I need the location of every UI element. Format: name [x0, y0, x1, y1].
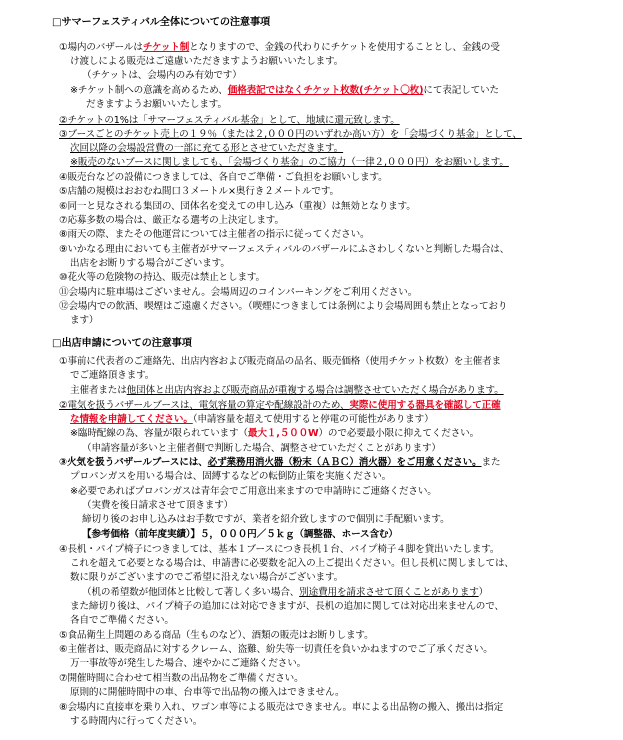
text-run: ⑥同一と見なされる集団の、団体名を変えての申し込み（重複）は無効となります。 — [59, 201, 416, 212]
section1-line — [59, 201, 416, 213]
text-run: ※チケット制への意識を高めるため、 — [70, 85, 228, 96]
text-run: 原則的に開催時間中の車、台車等で出品物の搬入はできません。 — [70, 687, 345, 698]
text-run: 万一事故等が発生した場合、速やかにご連絡ください。 — [70, 658, 307, 669]
text-run: 締切り後のお申し込みはお手数ですが、業者を紹介致しますので個別に手配願います。 — [82, 514, 450, 525]
section2-line — [59, 400, 501, 412]
text-run: ②チケットの1%は「サマーフェスティバル基金」として、地域に還元致します。 — [59, 115, 400, 126]
section2-line — [70, 428, 479, 440]
text-run: 数に限りがございますのでご希望に沿えない場合がございます。 — [70, 572, 344, 583]
section1-line — [70, 56, 343, 68]
text-run: ⑨いかなる理由においても主催者がサマーフェスティバルのバザールにふさわしくないと判断した場合は、 — [59, 244, 510, 255]
text-run: また — [481, 457, 501, 468]
text-run: 必ず業務用消火器（粉末（ＡＢＣ）消火器）をご用意ください。 — [207, 457, 482, 468]
section2-line — [59, 457, 500, 469]
section2-line — [70, 558, 514, 570]
text-run: ③火気を扱うバザールブースには、 — [59, 457, 208, 468]
text-run: （申請容量が多いと主催者側で判断した場合、調整させていただくことがあります） — [82, 443, 441, 454]
text-run: ⑪会場内に駐車場はございません。会場周辺のコインパーキングをご利用ください。 — [59, 287, 418, 298]
section2-line — [59, 356, 501, 368]
text-run: でご連絡頂きます。 — [70, 370, 155, 381]
text-run: 各自でご準備ください。 — [70, 615, 174, 626]
text-run: ③ブースごとのチケット売上の１９％（または２,０００円のいずれか高い方）を「会場づくり基金」として、 — [59, 129, 522, 140]
text-run: （机の希望数が他団体と比較して著しく多い場合、 — [82, 587, 300, 598]
section2-line — [70, 385, 504, 397]
section1-line — [70, 315, 98, 327]
text-run: ⑤店舗の規模はおおむね間口３メートル×奥行き２メートルです。 — [59, 186, 339, 197]
text-run: ②電気を扱うバザールブースは、電気容量の算定や配線設計のため、 — [59, 400, 350, 411]
section2-line — [82, 443, 441, 455]
text-run: ⑦応募多数の場合は、厳正なる選考の上決定します。 — [59, 215, 284, 226]
section2-line — [82, 587, 488, 599]
text-run: 他団体と出店内容および販売商品が重複する場合は調整させていただく場合があります。 — [126, 385, 504, 396]
text-run: （実費を後日請求させて頂きます） — [82, 500, 234, 511]
section2-line — [59, 644, 493, 656]
section1-line — [70, 85, 499, 97]
section2-line — [70, 716, 202, 728]
section2-line — [82, 500, 233, 512]
text-run: する時間内に行ってください。 — [70, 716, 203, 727]
text-run: ） — [478, 587, 489, 598]
text-run: ⑥主催者は、販売商品に対するクレーム、盗難、紛失等一切責任を負いかねますのでご了承ください。 — [59, 644, 493, 655]
text-run: け渡しによる販売はご遠慮いただきますようお願いいたします。 — [70, 56, 344, 67]
text-run: となりますので、金銭の代わりにチケットを使用することとし、金銭の受 — [189, 42, 500, 53]
section1-line — [86, 99, 227, 111]
text-run: ⑧雨天の際、またその他運営については主催者の指示に従ってください。 — [59, 229, 370, 240]
section2-line — [70, 486, 437, 498]
section1-line — [59, 215, 284, 227]
section1-line — [59, 115, 400, 127]
text-run: 実際に使用する器具を確認して正確 — [349, 400, 501, 411]
section2-line — [70, 471, 391, 483]
section2-line — [59, 630, 374, 642]
text-run: 出店をお断りする場合がございます。 — [70, 258, 230, 269]
text-run: ※販売のないブースに関しましても、「会場づくり基金」のご協力（一律２,０００円）をお願いします。 — [70, 157, 509, 168]
section2-line — [70, 370, 154, 382]
text-run: ①事前に代表者のご連絡先、出店内容および販売商品の品名、販売価格（使用チケット枚数）を主催者ま — [59, 356, 501, 367]
section1-line — [59, 301, 507, 313]
section2-line — [82, 514, 450, 526]
text-run: ⑦開催時間に合わせて相当数の出品物をご準備ください。 — [59, 673, 304, 684]
section2-line — [70, 414, 434, 426]
section1-line — [59, 272, 265, 284]
text-run: ※臨時配線の為、容量が限られています（ — [70, 428, 248, 439]
text-run: ※必要であればプロパンガスは青年会でご用意出来ますので申請時にご連絡ください。 — [70, 486, 437, 497]
section1-line — [59, 42, 500, 54]
text-run: （申請容量を超えて使用すると停電の可能性があります） — [192, 414, 434, 425]
section2-line — [70, 615, 174, 627]
section1-line — [59, 287, 417, 299]
text-run: ⑤食品衛生上問題のある商品（生ものなど）、酒類の販売はお断りします。 — [59, 630, 374, 641]
section1-line — [70, 157, 509, 169]
text-run: ④長机・パイプ椅子につきましては、基本１ブースにつき長机１台、パイプ椅子４脚を貸出いたします。 — [59, 544, 500, 555]
section2-line — [59, 544, 499, 556]
section1-line — [70, 143, 343, 155]
section2-line — [70, 572, 343, 584]
text-run: 主催者または — [70, 385, 127, 396]
text-run: ⑫会場内での飲酒、喫煙はご遠慮ください。（喫煙につきましては条例により会場周囲も禁止となっており — [59, 301, 508, 312]
section1-line — [59, 244, 509, 256]
text-run: ⑩花火等の危険物の持込、販売は禁止とします。 — [59, 272, 266, 283]
text-run: ）ので必要最小限に抑えてください。 — [318, 428, 480, 439]
section2-line — [70, 687, 344, 699]
section1-line — [82, 70, 242, 82]
text-run: な情報を申請してください。 — [70, 414, 193, 425]
text-run: これを超えて必要となる場合は、申請書に必要数を記入の上ご提出ください。但し長机に関しましては、 — [70, 558, 514, 569]
section1-line — [59, 229, 369, 241]
section2-title: □出店申請についての注意事項 — [52, 338, 192, 349]
text-run: 最大１,５００W — [247, 428, 319, 439]
text-run: だきますようお願いいたします。 — [86, 99, 227, 110]
text-run: ①場内のバザールは — [59, 42, 143, 53]
section1-line — [70, 258, 230, 270]
section2-line — [70, 658, 306, 670]
section1-title: □サマーフェスティバル全体についての注意事項 — [52, 17, 271, 28]
text-run: チケット制 — [142, 42, 190, 53]
text-run: 価格表記ではなくチケット枚数(チケット〇枚) — [227, 85, 424, 96]
section2-line — [82, 529, 398, 541]
section2-line — [59, 673, 304, 685]
text-run: ⑧会場内に直接車を乗り入れ、ワゴン車等による販売はできません。車による出品物の搬入、搬出は指定 — [59, 702, 504, 713]
text-run: 【参考価格（前年度実績）】５，０００円／５ｋｇ（調整器、ホース含む） — [82, 529, 398, 540]
section1-line — [59, 129, 522, 141]
section2-line — [70, 601, 504, 613]
text-run: プロパンガスを用いる場合は、固縛するなどの転倒防止策を実施ください。 — [70, 471, 392, 482]
text-run: にて表記していた — [423, 85, 499, 96]
text-run: また締切り後は、パイプ椅子の追加には対応できますが、長机の追加に関しては対応出来ませんので、 — [70, 601, 504, 612]
text-run: （チケットは、会場内のみ有効です） — [82, 70, 242, 81]
text-run: 別途費用を請求させて頂くことがあります — [299, 587, 479, 598]
text-run: ます） — [70, 315, 99, 326]
section1-line — [59, 186, 339, 198]
section2-line — [59, 702, 503, 714]
text-run: 次回以降の会場設営費の一部に充てる形とさせていただきます。 — [70, 143, 344, 154]
section1-line — [59, 172, 388, 184]
text-run: ④販売台などの設備につきましては、各自でご準備・ご負担をお願いします。 — [59, 172, 388, 183]
